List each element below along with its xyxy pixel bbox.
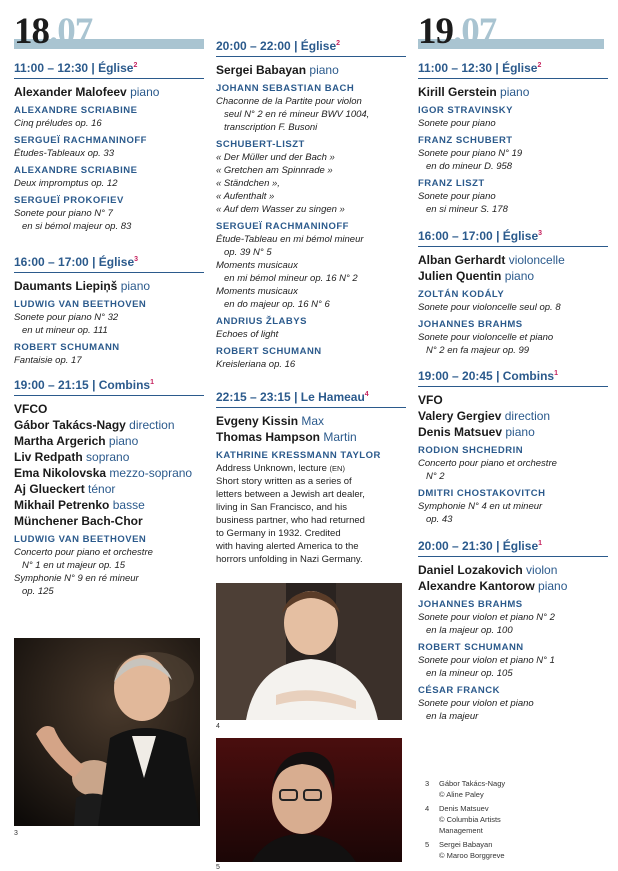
performer-name: Thomas Hampson xyxy=(216,430,321,444)
composer-name: ALEXANDRE SCRIABINE xyxy=(14,165,138,176)
slot-note: 1 xyxy=(150,379,155,386)
credit-entry xyxy=(425,778,605,800)
time-slot: 22:15 – 23:15 | Le Hameau$^4$ xyxy=(216,390,406,408)
time-slot: 16:00 – 17:00 | Église$^3$ xyxy=(14,255,204,273)
slot-time: 11:00 – 12:30 xyxy=(418,61,493,75)
performer-role: mezzo-soprano xyxy=(109,466,193,480)
credit-number: 4 xyxy=(425,804,430,813)
credit-line: © Maroo Borggreve xyxy=(439,851,505,860)
work-title: « Gretchen am Spinnrade » xyxy=(216,165,333,176)
credit-number: 5 xyxy=(425,840,430,849)
performer-line xyxy=(418,252,608,268)
work-title: « Der Müller und der Bach » xyxy=(216,152,335,163)
day-header-date xyxy=(418,12,496,52)
credit-line: Denis Matsuev xyxy=(439,804,489,813)
composer-name: IGOR STRAVINSKY xyxy=(418,105,513,116)
performer-name: Valery Gergiev xyxy=(418,409,502,423)
slot-time: 16:00 – 17:00 xyxy=(14,255,89,269)
performer-line xyxy=(216,62,406,78)
composer-name: JOHANNES BRAHMS xyxy=(418,319,523,330)
photo-babayan xyxy=(216,738,402,862)
work-title: en la mineur op. 105 xyxy=(426,668,513,679)
event-section xyxy=(418,229,608,357)
performer-role: direction xyxy=(129,418,175,432)
slot-time: 19:00 – 21:15 xyxy=(14,378,89,392)
photo-pianist-image xyxy=(216,583,402,720)
performer-name: Münchener Bach-Chor xyxy=(14,514,143,528)
performer-line xyxy=(418,268,608,284)
performer-role: ténor xyxy=(88,482,116,496)
work-title: N° 2 en fa majeur op. 99 xyxy=(426,345,530,356)
slot-time: 22:15 – 23:15 xyxy=(216,390,291,404)
composer-name: FRANZ LISZT xyxy=(418,178,485,189)
work-title: en do majeur op. 16 N° 6 xyxy=(224,299,330,310)
performer-role: piano xyxy=(504,269,535,283)
date-day: 18 xyxy=(14,11,49,52)
day-header-date xyxy=(14,12,92,52)
performer-name: Sergei Babayan xyxy=(216,63,307,77)
composer-name: JOHANNES BRAHMS xyxy=(418,599,523,610)
work-title: Étude-Tableau en mi bémol mineur xyxy=(216,234,364,245)
event-section xyxy=(14,61,204,233)
performer-role: piano xyxy=(108,434,139,448)
credit-line: Gábor Takács-Nagy xyxy=(439,779,506,788)
description xyxy=(216,475,406,566)
slot-note: 1 xyxy=(538,540,543,547)
performer-name: Mikhail Petrenko xyxy=(14,498,110,512)
credit-line: © Aline Paley xyxy=(439,790,484,799)
slot-venue: Église xyxy=(502,61,538,75)
slot-time: 16:00 – 17:00 xyxy=(418,229,493,243)
work-title: Concerto pour piano et orchestre xyxy=(418,458,557,469)
performer-name: Aj Glueckert xyxy=(14,482,85,496)
composer-name: ROBERT SCHUMANN xyxy=(418,642,524,653)
description-line: business partner, who had returned xyxy=(216,515,365,526)
credit-number: 3 xyxy=(425,779,430,788)
composer-name: ALEXANDRE SCRIABINE xyxy=(14,105,138,116)
performer-line xyxy=(216,413,406,429)
work-title: Sonete pour violoncelle et piano xyxy=(418,332,554,343)
performer-name: VFO xyxy=(418,393,443,407)
description-line: letters between a Jewish art dealer, xyxy=(216,489,365,500)
performer-line xyxy=(418,578,608,594)
description-line: with having alerted America to the xyxy=(216,541,359,552)
slot-note: 1 xyxy=(554,370,559,377)
slot-note: 3 xyxy=(134,256,139,263)
performer-role: Martin xyxy=(323,430,357,444)
performer-line xyxy=(418,408,608,424)
performer-line xyxy=(418,392,608,408)
work-title: Sonete pour violon et piano xyxy=(418,698,534,709)
work-title: Fantaisie op. 17 xyxy=(14,355,82,366)
photo-pianist xyxy=(216,583,402,720)
slot-time: 11:00 – 12:30 xyxy=(14,61,89,75)
composer-name: ZOLTÁN KODÁLY xyxy=(418,289,505,300)
photo-credits xyxy=(425,778,605,864)
work-title: Études-Tableaux op. 33 xyxy=(14,148,115,159)
event-section xyxy=(216,39,406,371)
composer-name: ROBERT SCHUMANN xyxy=(14,342,120,353)
work-title: seul N° 2 en ré mineur BWV 1004, xyxy=(224,109,370,120)
work-title: Sonete pour piano xyxy=(418,191,496,202)
work-title: Kreisleriana op. 16 xyxy=(216,359,296,370)
work-title: N° 2 xyxy=(426,471,445,482)
event-section xyxy=(418,61,608,216)
composer-name: SCHUBERT-LISZT xyxy=(216,139,305,150)
composer-name: SERGUEÏ PROKOFIEV xyxy=(14,195,124,206)
performer-name: Liv Redpath xyxy=(14,450,83,464)
slot-venue: Combins xyxy=(502,369,555,383)
performer-name: Ema Nikolovska xyxy=(14,466,107,480)
work-title: Sonete pour violon et piano N° 2 xyxy=(418,612,555,623)
performer-line xyxy=(14,513,204,529)
work-title: en si mineur S. 178 xyxy=(426,204,508,215)
work-title: « Aufenthalt » xyxy=(216,191,275,202)
performer-name: Alexander Malofeev xyxy=(14,85,127,99)
performer-name: Alban Gerhardt xyxy=(418,253,506,267)
work-title: Moments musicaux xyxy=(216,286,298,297)
time-slot: 20:00 – 21:30 | Église$^1$ xyxy=(418,539,608,557)
work-title: Sonete pour piano N° 32 xyxy=(14,312,119,323)
slot-note: 3 xyxy=(538,230,543,237)
slot-time: 19:00 – 20:45 xyxy=(418,369,493,383)
performer-line xyxy=(14,417,204,433)
performer-role: direction xyxy=(504,409,551,423)
work-title: op. 125 xyxy=(22,586,54,597)
composer-name: DMITRI CHOSTAKOVITCH xyxy=(418,488,546,499)
time-slot: 19:00 – 20:45 | Combins$^1$ xyxy=(418,369,608,387)
event-section-hameau xyxy=(216,390,406,566)
performer-role: violon xyxy=(526,563,558,577)
event-section xyxy=(418,369,608,526)
work-title: Sonete pour piano N° 7 xyxy=(14,208,113,219)
work-title: Sonete pour piano xyxy=(418,118,496,129)
work-title: Sonete pour violon et piano N° 1 xyxy=(418,655,555,666)
credit-line: Management xyxy=(439,826,483,835)
work-title: Concerto pour piano et orchestre xyxy=(14,547,153,558)
performer-line xyxy=(14,84,204,100)
composer-name: FRANZ SCHUBERT xyxy=(418,135,513,146)
composer-name: ANDRIUS ŽLABYS xyxy=(216,316,307,327)
slot-venue: Le Hameau xyxy=(300,390,365,404)
performer-name: Julien Quentin xyxy=(418,269,502,283)
performer-role: violoncelle xyxy=(508,253,565,267)
work-title: « Auf dem Wasser zu singen » xyxy=(216,204,345,215)
performer-line xyxy=(14,278,204,294)
performer-role: piano xyxy=(505,425,535,439)
credit-line: © Columbia Artists xyxy=(439,815,501,824)
credit-line: Sergei Babayan xyxy=(439,840,493,849)
performer-role: Max xyxy=(301,414,325,428)
slot-note: 2 xyxy=(537,62,542,69)
performer-role: piano xyxy=(500,85,530,99)
event-section xyxy=(14,255,204,367)
composer-name: RODION SHCHEDRIN xyxy=(418,445,524,456)
day-header-19 xyxy=(418,12,604,52)
slot-venue: Église xyxy=(502,229,539,243)
performer-line xyxy=(418,562,608,578)
photo-conductor-image xyxy=(14,638,200,826)
performer-line xyxy=(14,481,204,497)
performer-role: basse xyxy=(112,498,145,512)
performer-line xyxy=(418,424,608,440)
performer-name: Daumants Liepiņš xyxy=(14,279,118,293)
work-title: op. 39 N° 5 xyxy=(224,247,272,258)
time-slot: 20:00 – 22:00 | Église$^2$ xyxy=(216,39,406,57)
time-slot: 11:00 – 12:30 | Église$^2$ xyxy=(418,61,608,79)
slot-time: 20:00 – 21:30 xyxy=(418,539,493,553)
slot-venue: Église xyxy=(502,539,539,553)
performer-role: piano xyxy=(538,579,568,593)
work-title: transcription F. Busoni xyxy=(224,122,318,133)
performer-role: soprano xyxy=(86,450,130,464)
work-title: en la majeur op. 100 xyxy=(426,625,513,636)
work-title: Symphonie N° 9 en ré mineur xyxy=(14,573,139,584)
slot-time: 20:00 – 22:00 xyxy=(216,39,291,53)
composer-name: LUDWIG VAN BEETHOVEN xyxy=(14,534,147,545)
performer-role: piano xyxy=(309,63,339,77)
photo-conductor xyxy=(14,638,200,826)
credit-entry xyxy=(425,839,605,861)
performer-name: Gábor Takács-Nagy xyxy=(14,418,126,432)
performer-name: VFCO xyxy=(14,402,48,416)
event-section xyxy=(14,378,204,598)
work-title: Symphonie N° 4 en ut mineur xyxy=(418,501,543,512)
performer-name: Daniel Lozakovich xyxy=(418,563,523,577)
performer-line xyxy=(14,465,204,481)
time-slot: 19:00 – 21:15 | Combins$^1$ xyxy=(14,378,204,396)
performer-role: piano xyxy=(120,279,151,293)
slot-venue: Combins xyxy=(98,378,151,392)
performer-name: Kirill Gerstein xyxy=(418,85,497,99)
description-line: to Germany in 1932. Credited xyxy=(216,528,341,539)
credit-entry xyxy=(425,803,605,836)
language-tag: (EN) xyxy=(329,464,345,473)
slot-venue: Église xyxy=(300,39,337,53)
work-title: Sonete pour piano N° 19 xyxy=(418,148,523,159)
work-title: en mi bémol mineur op. 16 N° 2 xyxy=(224,273,358,284)
performer-line xyxy=(14,449,204,465)
work-title xyxy=(216,462,406,475)
composer-name: JOHANN SEBASTIAN BACH xyxy=(216,83,355,94)
composer-name: CÉSAR FRANCK xyxy=(418,685,500,696)
slot-note: 2 xyxy=(133,62,138,69)
performer-name: Martha Argerich xyxy=(14,434,106,448)
performer-role: piano xyxy=(130,85,160,99)
work-title: Echoes of light xyxy=(216,329,279,340)
composer-name: ROBERT SCHUMANN xyxy=(216,346,322,357)
performer-line xyxy=(14,401,204,417)
performer-name: Evgeny Kissin xyxy=(216,414,299,428)
description-line: Short story written as a series of xyxy=(216,476,352,487)
work-title: Sonete pour violoncelle seul op. 8 xyxy=(418,302,561,313)
slot-venue: Église xyxy=(98,61,134,75)
performer-line xyxy=(418,84,608,100)
description-line: living in San Francisco, and his xyxy=(216,502,347,513)
slot-note: 2 xyxy=(336,40,341,47)
date-month: .07 xyxy=(49,11,93,52)
date-day: 19 xyxy=(418,11,453,52)
lecture-title: Address Unknown, lecture xyxy=(216,463,327,474)
photo-number: 3 xyxy=(14,830,18,837)
performer-name: Denis Matsuev xyxy=(418,425,503,439)
work-title: en si bémol majeur op. 83 xyxy=(22,221,132,232)
date-month: .07 xyxy=(453,11,497,52)
photo-babayan-image xyxy=(216,738,402,862)
work-title: en do mineur D. 958 xyxy=(426,161,513,172)
time-slot: 16:00 – 17:00 | Église$^3$ xyxy=(418,229,608,247)
photo-number: 5 xyxy=(216,864,220,871)
work-title: « Ständchen », xyxy=(216,178,280,189)
time-slot: 11:00 – 12:30 | Église$^2$ xyxy=(14,61,204,79)
day-header-18 xyxy=(14,12,204,52)
work-title: N° 1 en ut majeur op. 15 xyxy=(22,560,126,571)
slot-venue: Église xyxy=(98,255,135,269)
composer-name: SERGUEÏ RACHMANINOFF xyxy=(216,221,349,232)
work-title: en ut mineur op. 111 xyxy=(22,325,108,336)
composer-name: LUDWIG VAN BEETHOVEN xyxy=(14,299,147,310)
work-title: Chaconne de la Partite pour violon xyxy=(216,96,362,107)
event-section xyxy=(418,539,608,723)
composer-name: SERGUEÏ RACHMANINOFF xyxy=(14,135,147,146)
composer-name: KATHRINE KRESSMANN TAYLOR xyxy=(216,450,381,461)
work-title: op. 43 xyxy=(426,514,453,525)
performer-line xyxy=(14,497,204,513)
work-title: Moments musicaux xyxy=(216,260,298,271)
work-title: en la majeur xyxy=(426,711,479,722)
work-title: Cinq préludes op. 16 xyxy=(14,118,102,129)
slot-note: 4 xyxy=(364,391,369,398)
work-title: Deux impromptus op. 12 xyxy=(14,178,118,189)
performer-line xyxy=(216,429,406,445)
description-line: horrors unfolding in Nazi Germany. xyxy=(216,554,363,565)
photo-number: 4 xyxy=(216,723,220,730)
performer-line xyxy=(14,433,204,449)
performer-name: Alexandre Kantorow xyxy=(418,579,535,593)
